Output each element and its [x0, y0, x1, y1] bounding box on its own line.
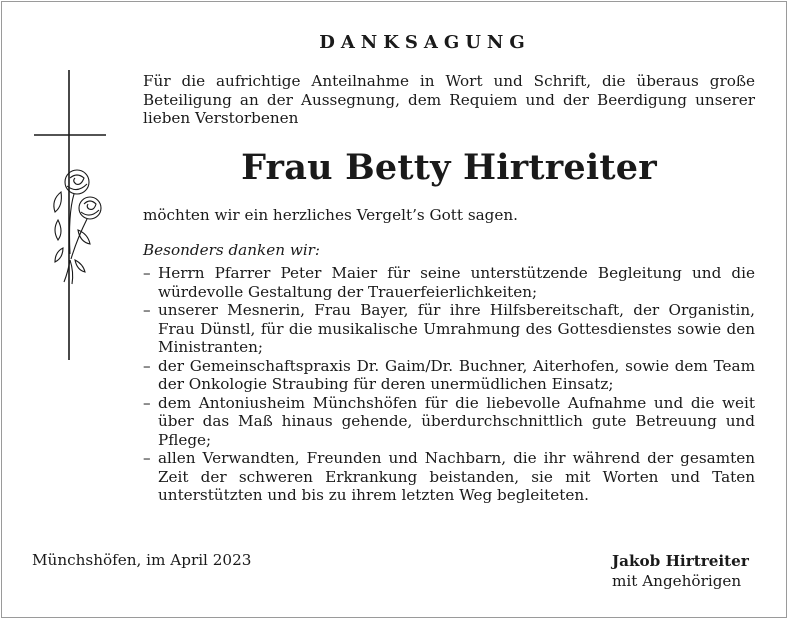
- list-item-text: unserer Mesnerin, Frau Bayer, für ihre Hilfsbereitschaft, der Organistin, Frau Dünstl, für die musikalische Umrahmung des Gottesdienstes sowie den Ministranten;: [158, 301, 755, 356]
- signer-family: mit Angehörigen: [612, 572, 742, 590]
- list-item-text: Herrn Pfarrer Peter Maier für seine unterstützende Begleitung und die würdevolle Gestaltung der Trauerfeierlichkeiten;: [158, 264, 755, 301]
- list-item: [143, 301, 755, 357]
- deceased-name: Frau Betty Hirtreiter: [241, 147, 657, 188]
- list-item: [143, 449, 755, 505]
- special-thanks-heading: Besonders danken wir:: [143, 241, 321, 259]
- thanks-line: möchten wir ein herzliches Vergelt’s Gott sagen.: [143, 206, 518, 224]
- list-marker: –: [143, 356, 151, 375]
- cross-with-roses-icon: [30, 70, 110, 360]
- list-item-text: dem Antoniusheim Münchshöfen für die liebevolle Aufnahme und die weit über das Maß hinaus gehende, überdurchschnittlich gute Betreuung und Pflege;: [158, 393, 755, 449]
- list-marker: –: [143, 301, 151, 319]
- list-item: [143, 357, 755, 394]
- signature-block: [612, 551, 749, 591]
- acknowledgement-list: [143, 264, 755, 505]
- list-marker: –: [143, 449, 151, 467]
- place-date: Münchshöfen, im April 2023: [32, 551, 252, 569]
- list-marker: –: [143, 393, 151, 412]
- list-item: [143, 264, 755, 301]
- signer-name: Jakob Hirtreiter: [612, 552, 749, 570]
- list-marker: –: [143, 264, 151, 282]
- list-item-text: der Gemeinschaftspraxis Dr. Gaim/Dr. Buchner, Aiterhofen, sowie dem Team der Onkologie Straubing für deren unermüdlichen Einsatz;: [158, 356, 755, 393]
- list-item-text: allen Verwandten, Freunden und Nachbarn, die ihr während der gesamten Zeit der schweren Erkrankung beistanden, sie mit Worten und Taten unterstützten und bis zu ihrem letzten Weg begleiteten.: [158, 449, 755, 504]
- notice-heading: DANKSAGUNG: [319, 32, 531, 53]
- intro-paragraph: Für die aufrichtige Anteilnahme in Wort und Schrift, die überaus große Beteiligung an der Aussegnung, dem Requiem und der Beerdigung unserer lieben Verstorbenen: [143, 72, 755, 127]
- list-item: [143, 394, 755, 450]
